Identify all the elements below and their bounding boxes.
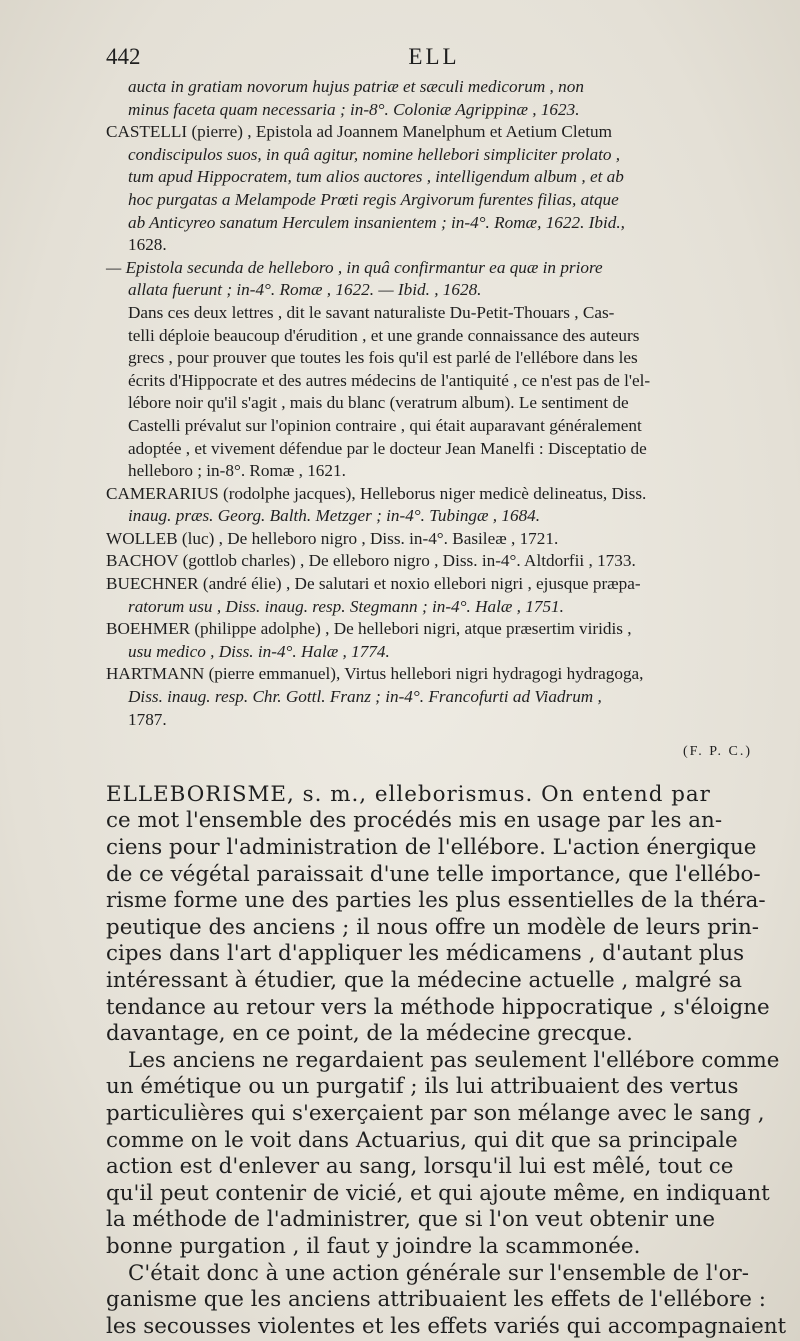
bibliography-entry-castelli (106, 121, 762, 257)
text-line: la méthode de l'administrer, que si l'on veut obtenir une (106, 1207, 716, 1233)
text-line: 1628. (128, 235, 167, 255)
text-line: aucta in gratiam novorum hujus patriæ et sæculi medicorum , non (128, 77, 584, 96)
text-line: lébore noir qu'il s'agit , mais du blanc (veratrum album). Le sentiment de (128, 393, 629, 413)
text-line: tendance au retour vers la méthode hippocratique , s'éloigne (106, 994, 770, 1020)
author-signature: (F. P. C.) (682, 744, 752, 760)
text-line: bonne purgation , il faut y joindre la scammonée. (106, 1233, 641, 1259)
text-line: ce mot l'ensemble des procédés mis en usage par les an- (106, 808, 723, 834)
text-line: cipes dans l'art d'appliquer les médicamens , d'autant plus (106, 941, 745, 967)
text-line: action est d'enlever au sang, lorsqu'il lui est mêlé, tout ce (106, 1154, 734, 1180)
running-head: ELL (408, 44, 460, 69)
text-line: grecs , pour prouver que toutes les fois qu'il est parlé de l'ellébore dans les (128, 348, 638, 368)
text-line: particulières qui s'exerçaient par son mélange avec le sang , (106, 1100, 765, 1126)
bibliography-entries-others (106, 483, 762, 732)
text-line: CASTELLI (pierre) , Epistola ad Joannem Manelphum et Aetium Cletum (106, 122, 612, 142)
text-line: tum apud Hippocratem, tum alios auctores , intelligendum album , et ab (128, 167, 624, 187)
text-line: de ce végétal paraissait d'une telle importance, que l'ellébo- (106, 861, 761, 887)
text-line: BUECHNER (andré élie) , De salutari et noxio ellebori nigri , ejusque præpa- (106, 574, 641, 594)
text-line: BOEHMER (philippe adolphe) , De hellebori nigri, atque præsertim viridis , (106, 619, 632, 639)
text-line: HARTMANN (pierre emmanuel), Virtus hellebori nigri hydragogi hydragoga, (106, 664, 644, 684)
text-line: ciens pour l'administration de l'ellébore. L'action énergique (106, 835, 757, 860)
text-line: usu medico , Diss. in-4°. Halæ , 1774. (128, 641, 390, 661)
text-line: adoptée , et vivement défendue par le docteur Jean Manelfi : Disceptatio de (128, 438, 647, 458)
text-line: ratorum usu , Diss. inaug. resp. Stegmann ; in-4°. Halæ , 1751. (128, 596, 564, 616)
text-line: qu'il peut contenir de vicié, et qui ajoute même, en indiquant (106, 1180, 770, 1206)
text-line: intéressant à étudier, que la médecine actuelle , malgré sa (106, 967, 743, 993)
text-line: BACHOV (gottlob charles) , De elleboro nigro , Diss. in-4°. Altdorfii , 1733. (106, 551, 636, 571)
bibliography-entry-epistola-secunda (106, 257, 762, 302)
text-line: minus faceta quam necessaria ; in-8°. Coloniæ Agrippinæ , 1623. (128, 99, 580, 119)
bibliography-entry-continuation (106, 76, 762, 121)
text-line: comme on le voit dans Actuarius, qui dit que sa principale (106, 1127, 738, 1153)
text-line: un émétique ou un purgatif ; ils lui attribuaient des vertus (106, 1074, 739, 1100)
text-line: Diss. inaug. resp. Chr. Gottl. Franz ; in-4°. Francofurti ad Viadrum , (128, 687, 602, 707)
text-line: ganisme que les anciens attribuaient les effets de l'ellébore : (106, 1287, 766, 1313)
page-header (106, 40, 762, 76)
text-line: WOLLEB (luc) , De helleboro nigro , Diss. in-4°. Basileæ , 1721. (106, 528, 559, 548)
bibliography-block (106, 76, 762, 764)
page-number: 442 (106, 44, 141, 69)
text-line: Les anciens ne regardaient pas seulement l'ellébore comme (128, 1047, 780, 1073)
text-line: C'était donc à une action générale sur l'ensemble de l'or- (128, 1260, 749, 1286)
text-line: écrits d'Hippocrate et des autres médecins de l'antiquité , ce n'est pas de l'el- (128, 370, 651, 390)
bibliography-commentary (106, 302, 762, 483)
text-line: hoc purgatas a Melampode Prœti regis Argivorum furentes filias, atque (128, 189, 619, 209)
text-line: telli déploie beaucoup d'érudition , et une grande connaissance des auteurs (128, 325, 640, 345)
text-line: condiscipulos suos, in quâ agitur, nomine hellebori simpliciter prolato , (128, 144, 621, 164)
text-line: risme forme une des parties les plus essentielles de la théra- (106, 888, 766, 914)
text-line: Dans ces deux lettres , dit le savant naturaliste Du-Petit-Thouars , Cas- (128, 302, 615, 322)
text-line: davantage, en ce point, de la médecine grecque. (106, 1021, 633, 1047)
text-line: allata fuerunt ; in-4°. Romæ , 1622. — Ibid. , 1628. (128, 280, 482, 300)
text-line: peutique des anciens ; il nous offre un modèle de leurs prin- (106, 914, 759, 940)
text-line: CAMERARIUS (rodolphe jacques), Helleborus niger medicè delineatus, Diss. (106, 483, 647, 503)
text-line: helleboro ; in-8°. Romæ , 1621. (128, 461, 346, 481)
text-line: inaug. præs. Georg. Balth. Metzger ; in-4°. Tubingæ , 1684. (128, 506, 541, 526)
article-elleborisme (106, 781, 787, 1340)
text-line: Castelli prévalut sur l'opinion contraire , qui était auparavant généralement (128, 415, 642, 435)
text-line: les secousses violentes et les effets variés qui accompagnaient (106, 1313, 787, 1339)
text-line: 1787. (128, 709, 167, 729)
text-line: ab Anticyreo sanatum Herculem insanientem ; in-4°. Romæ, 1622. Ibid., (128, 212, 625, 232)
headword-line: ELLEBORISME, s. m., elleborismus. On entend par (106, 781, 711, 807)
text-line: — Epistola secunda de helleboro , in quâ confirmantur ea quæ in priore (106, 257, 603, 277)
